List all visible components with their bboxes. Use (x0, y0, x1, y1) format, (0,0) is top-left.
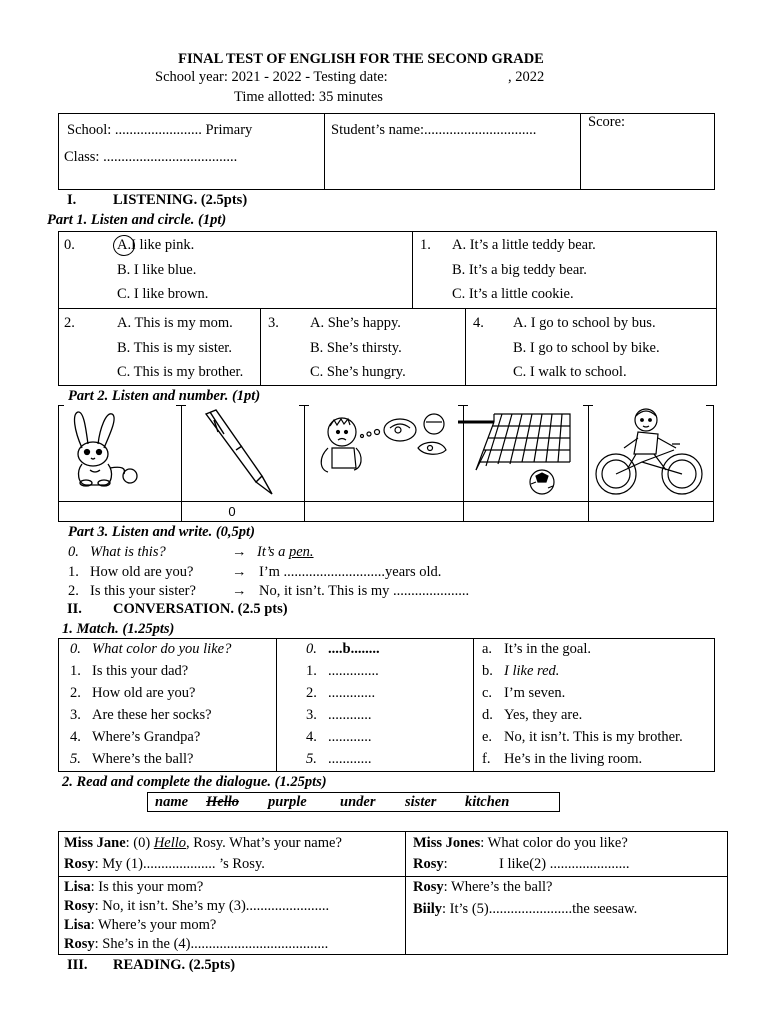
q2-option-a: A. This is my mom. (117, 315, 233, 331)
match-answer-blank: ....b........ (328, 641, 380, 657)
match-answer-blank: ............ (328, 729, 372, 745)
match-q-number: 2. (70, 685, 81, 701)
match-option: It’s in the goal. (504, 641, 591, 657)
match-a-number: 3. (306, 707, 317, 723)
match-question: What color do you like? (92, 641, 232, 657)
score-field: Score: (588, 114, 626, 130)
match-option-letter: a. (482, 641, 493, 657)
p3-0-question: What is this? (90, 544, 166, 560)
section-2-number: II. (67, 601, 82, 617)
section-1-title: LISTENING. (2.5pts) (113, 192, 248, 208)
match-a-number: 1. (306, 663, 317, 679)
year-suffix: , 2022 (508, 69, 545, 85)
q1-number: 1. (420, 237, 431, 253)
match-question: Is this your dad? (92, 663, 189, 679)
p3-0-number: 0. (68, 544, 79, 560)
q1-option-a: A. It’s a little teddy bear. (452, 237, 596, 253)
section-3-title: READING. (2.5pts) (113, 957, 236, 973)
dialogue-3-line-2: Rosy: No, it isn’t. She’s my (3)....................... (64, 898, 330, 914)
rabbit-picture (64, 408, 144, 488)
part3-title: Part 3. Listen and write. (0,5pt) (68, 524, 255, 540)
match-option-letter: c. (482, 685, 493, 701)
word-bank-word: sister (405, 794, 437, 810)
match-q-number: 3. (70, 707, 81, 723)
p3-2-question: Is this your sister? (90, 583, 196, 599)
q3-option-a: A. She’s happy. (310, 315, 401, 331)
match-option: He’s in the living room. (504, 751, 643, 767)
dialogue-1-line-1: Miss Jane: (0) Hello, Rosy. What’s your name? (64, 835, 342, 851)
q4-option-b: B. I go to school by bike. (513, 340, 660, 356)
dialogue-3-line-1: Lisa: Is this your mom? (64, 879, 204, 895)
part2-example-number: 0 (228, 504, 236, 519)
dialogue-3-line-4: Rosy: She’s in the (4)...................................... (64, 936, 329, 952)
student-name-field: Student’s name:............................... (331, 122, 537, 138)
hungry-boy-picture (314, 408, 454, 478)
q4-option-a: A. I go to school by bus. (513, 315, 656, 331)
dialogue-4-line-2: Biily: It’s (5).......................the seesaw. (413, 901, 638, 917)
bike-picture (594, 404, 706, 498)
word-bank-word: name (155, 794, 189, 810)
match-q-number: 5. (70, 751, 81, 767)
dialogue-2-line-2: Rosy: (413, 856, 448, 872)
match-question: Where’s Grandpa? (92, 729, 201, 745)
match-q-number: 4. (70, 729, 81, 745)
q0-number: 0. (64, 237, 75, 253)
match-a-number: 2. (306, 685, 317, 701)
q4-option-c: C. I walk to school. (513, 364, 627, 380)
q0-option-a: I like pink. (131, 237, 195, 253)
q2-number: 2. (64, 315, 75, 331)
p3-2-answer: No, it isn’t. This is my ..................... (259, 583, 470, 599)
match-question: Are these her socks? (92, 707, 212, 723)
word-bank-word: kitchen (465, 794, 510, 810)
match-q-number: 1. (70, 663, 81, 679)
section-3-number: III. (67, 957, 88, 973)
q3-option-b: B. She’s thirsty. (310, 340, 402, 356)
match-option: No, it isn’t. This is my brother. (504, 729, 683, 745)
time-allotted: Time allotted: 35 minutes (234, 89, 383, 105)
q2-option-b: B. This is my sister. (117, 340, 232, 356)
match-title: 1. Match. (1.25pts) (62, 621, 175, 637)
match-a-number: 4. (306, 729, 317, 745)
match-question: Where’s the ball? (92, 751, 194, 767)
football-goal-picture (458, 410, 586, 498)
q3-number: 3. (268, 315, 279, 331)
match-option-letter: b. (482, 663, 493, 679)
match-option-letter: e. (482, 729, 493, 745)
p3-0-answer: It’s a pen. (257, 544, 314, 560)
q0-option-b: B. I like blue. (117, 262, 197, 278)
p3-1-number: 1. (68, 564, 79, 580)
match-answer-blank: ............. (328, 685, 376, 701)
word-bank-word: purple (268, 794, 307, 810)
q3-option-c: C. She’s hungry. (310, 364, 406, 380)
match-option: I’m seven. (504, 685, 566, 701)
q1-option-b: B. It’s a big teddy bear. (452, 262, 587, 278)
arrow-icon: → (232, 583, 247, 599)
dialogue-1-line-2: Rosy: My (1).................... ’s Rosy. (64, 856, 265, 872)
p3-1-question: How old are you? (90, 564, 194, 580)
part1-title: Part 1. Listen and circle. (1pt) (47, 212, 227, 228)
match-question: How old are you? (92, 685, 196, 701)
match-answer-blank: ............ (328, 751, 372, 767)
school-year: School year: 2021 - 2022 - Testing date: (155, 69, 388, 85)
pen-picture (196, 406, 281, 498)
match-a-number: 5. (306, 751, 317, 767)
match-answer-blank: .............. (328, 663, 379, 679)
q1-option-c: C. It’s a little cookie. (452, 286, 574, 302)
match-q-number: 0. (70, 641, 81, 657)
p3-2-number: 2. (68, 583, 79, 599)
match-answer-blank: ............ (328, 707, 372, 723)
dialogue-4-line-1: Rosy: Where’s the ball? (413, 879, 553, 895)
dialogue-2-line-2-blank: I like(2) ...................... (499, 856, 630, 872)
match-option-letter: f. (482, 751, 491, 767)
q2-option-c: C. This is my brother. (117, 364, 244, 380)
match-option-letter: d. (482, 707, 493, 723)
part2-title: Part 2. Listen and number. (1pt) (68, 388, 261, 404)
q4-number: 4. (473, 315, 484, 331)
word-bank-word: under (340, 794, 376, 810)
arrow-icon: → (232, 544, 247, 560)
school-field: School: ........................ Primary (67, 122, 253, 138)
q0-option-c: C. I like brown. (117, 286, 209, 302)
arrow-icon: → (232, 564, 247, 580)
dialogue-3-line-3: Lisa: Where’s your mom? (64, 917, 217, 933)
p3-1-answer: I’m ............................years old. (259, 564, 442, 580)
section-2-title: CONVERSATION. (2.5 pts) (113, 601, 288, 617)
match-option: Yes, they are. (504, 707, 583, 723)
dialogue-title: 2. Read and complete the dialogue. (1.25pts) (62, 774, 327, 790)
dialogue-2-line-1: Miss Jones: What color do you like? (413, 835, 628, 851)
test-title: FINAL TEST OF ENGLISH FOR THE SECOND GRADE (178, 51, 544, 67)
section-1-number: I. (67, 192, 77, 208)
match-option: I like red. (504, 663, 560, 679)
class-field: Class: ..................................... (64, 149, 238, 165)
word-bank-word-used: Hello (206, 794, 240, 810)
match-a-number: 0. (306, 641, 317, 657)
q0-option-a-letter: A. (117, 237, 132, 253)
